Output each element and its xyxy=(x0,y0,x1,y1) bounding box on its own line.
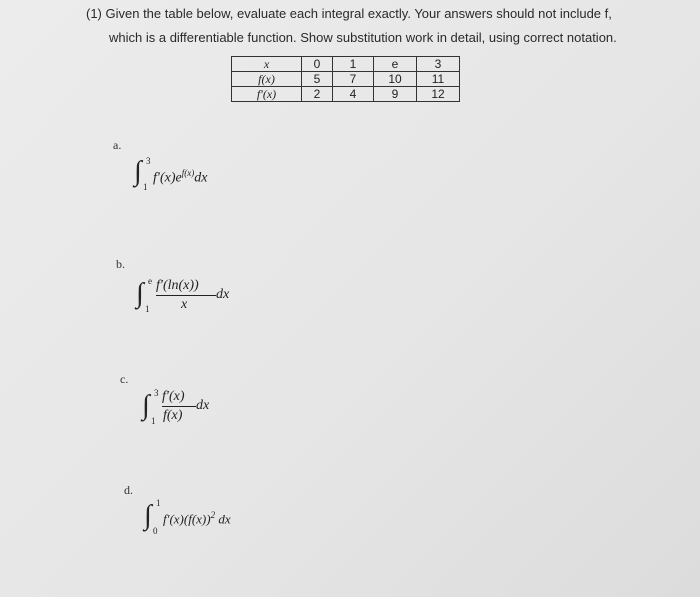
fraction-bar xyxy=(156,295,216,296)
denominator: f(x) xyxy=(163,408,183,423)
upper-limit: e xyxy=(148,276,152,286)
table-cell: 0 xyxy=(302,57,333,72)
exponent: f(x) xyxy=(181,168,195,178)
question-line-1: (1) Given the table below, evaluate each integral exactly. Your answers should not include f, xyxy=(86,6,612,21)
integrand: $f'(x)e^{f(x)}dx$ xyxy=(153,168,208,186)
table-header-x: x xyxy=(232,57,302,72)
differential: dx xyxy=(196,398,210,413)
table-cell: 3 xyxy=(417,57,460,72)
numerator: f′(x) xyxy=(162,389,185,404)
integral-sign-icon: ∫ xyxy=(136,278,144,309)
integrand: $f'(x)(f(x))^2$ dx xyxy=(163,510,231,527)
upper-limit: 3 xyxy=(154,388,159,398)
lower-limit: 1 xyxy=(151,416,156,426)
table-header-f: f(x) xyxy=(232,72,302,87)
lower-limit: 0 xyxy=(153,526,158,536)
differential: dx xyxy=(194,170,208,186)
part-a-integral xyxy=(134,156,254,196)
integral-sign-icon: ∫ xyxy=(142,390,150,421)
table-cell: 2 xyxy=(302,87,333,102)
part-b-label: b. xyxy=(116,257,125,271)
table-cell: 7 xyxy=(333,72,374,87)
table-header-fprime: f′(x) xyxy=(232,87,302,102)
differential: dx xyxy=(216,287,230,302)
integral-sign-icon: ∫ xyxy=(144,500,152,531)
part-c-integral xyxy=(142,386,242,432)
numerator: f′(ln(x)) xyxy=(156,278,199,293)
part-a-label: a. xyxy=(113,138,122,152)
table-cell: 10 xyxy=(374,72,417,87)
table-cell: 12 xyxy=(417,87,460,102)
lower-limit: 1 xyxy=(143,182,148,192)
part-c-label: c. xyxy=(120,372,129,386)
differential: dx xyxy=(218,511,231,527)
question-line-2: which is a differentiable function. Show substitution work in detail, using correct notation. xyxy=(109,30,617,45)
part-d-label: d. xyxy=(124,483,133,497)
integral-sign-icon: ∫ xyxy=(134,156,142,187)
fraction-bar xyxy=(162,406,196,407)
denominator: x xyxy=(181,297,188,312)
table-cell: 9 xyxy=(374,87,417,102)
table-cell: 1 xyxy=(333,57,374,72)
part-d-integral xyxy=(144,498,284,538)
table-cell: 4 xyxy=(333,87,374,102)
lower-limit: 1 xyxy=(145,304,150,314)
part-b-integral xyxy=(136,274,256,320)
table-cell: 11 xyxy=(417,72,460,87)
upper-limit: 1 xyxy=(156,498,161,508)
table-row-x xyxy=(232,57,460,72)
table-row-fprime xyxy=(232,87,460,102)
exponent: 2 xyxy=(210,510,216,520)
table-row-f xyxy=(232,72,460,87)
table-cell: e xyxy=(374,57,417,72)
values-table xyxy=(231,56,460,102)
upper-limit: 3 xyxy=(146,156,151,166)
table-cell: 5 xyxy=(302,72,333,87)
